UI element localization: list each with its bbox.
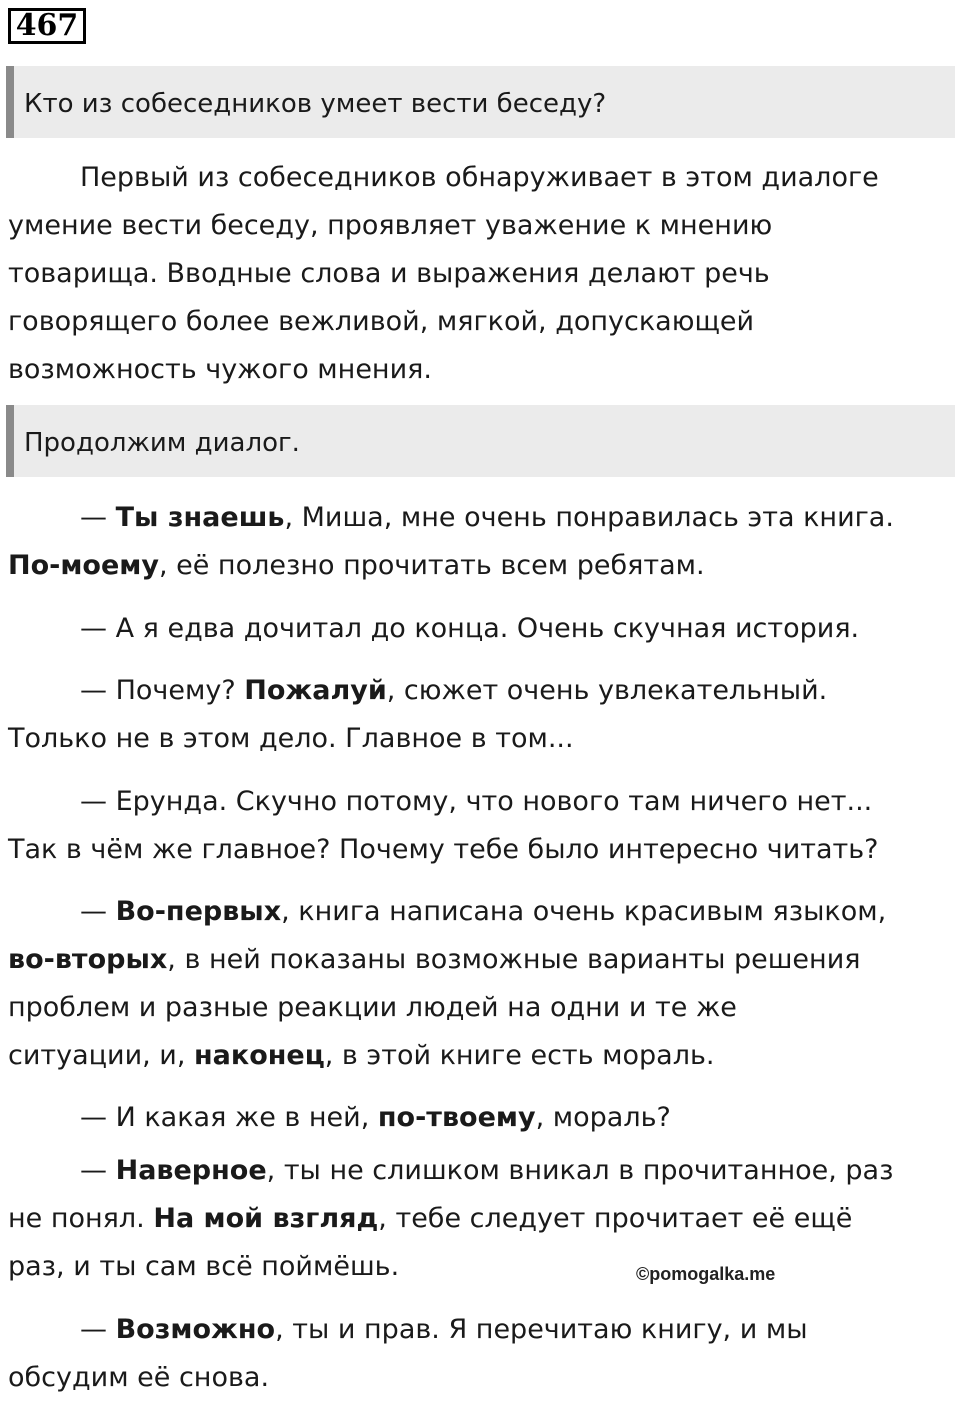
- replica-text: обсудим её снова.: [8, 1362, 270, 1393]
- replica-text: , сюжет очень увлекательный.: [386, 675, 828, 706]
- dialog-replica-7: [8, 1147, 953, 1291]
- replica-text: , её полезно прочитать всем ребятам.: [158, 550, 705, 581]
- replica-text: не понял.: [8, 1203, 154, 1234]
- dash: —: [80, 502, 116, 533]
- replica-text: проблем и разные реакции людей на одни и те же: [8, 992, 737, 1023]
- replica-text: , ты и прав. Я перечитаю книгу, и мы: [275, 1314, 808, 1345]
- dash: — Почему?: [80, 675, 245, 706]
- dash: —: [80, 896, 116, 927]
- question-heading-2: Продолжим диалог.: [6, 405, 955, 477]
- replica-text: — Ерунда. Скучно потому, что нового там ничего нет...: [80, 786, 873, 817]
- intro-word: наконец: [194, 1040, 325, 1071]
- answer-line: говорящего более вежливой, мягкой, допускающей: [8, 306, 755, 337]
- replica-text: , мораль?: [535, 1102, 671, 1133]
- watermark: ©pomogalka.me: [636, 1264, 776, 1284]
- replica-text: , в этой книге есть мораль.: [324, 1040, 715, 1071]
- replica-text: , книга написана очень красивым языком,: [281, 896, 887, 927]
- dialog-replica-8: [8, 1306, 953, 1402]
- task-number: 467: [8, 8, 86, 44]
- answer-line: возможность чужого мнения.: [8, 354, 432, 385]
- intro-word: Ты знаешь: [115, 502, 285, 533]
- replica-text: ситуации, и,: [8, 1040, 194, 1071]
- dialog-replica-6: [8, 1094, 953, 1142]
- replica-text: Так в чём же главное? Почему тебе было интересно читать?: [8, 834, 879, 865]
- dialog-replica-2: [8, 605, 953, 653]
- intro-word: По-моему: [8, 550, 159, 581]
- replica-text: Только не в этом дело. Главное в том...: [8, 723, 574, 754]
- intro-word: Возможно: [115, 1314, 276, 1345]
- intro-word: Во-первых: [115, 896, 282, 927]
- replica-text: , тебе следует прочитает её ещё: [378, 1203, 853, 1234]
- intro-word: Наверное: [115, 1155, 267, 1186]
- question-heading-1: Кто из собеседников умеет вести беседу?: [6, 66, 955, 138]
- replica-text: , Миша, мне очень понравилась эта книга.: [284, 502, 894, 533]
- intro-word: На мой взгляд: [153, 1203, 379, 1234]
- answer-line: умение вести беседу, проявляет уважение к мнению: [8, 210, 773, 241]
- dialog-replica-1: [8, 494, 953, 590]
- dialog-replica-3: [8, 667, 953, 763]
- replica-text: — А я едва дочитал до конца. Очень скучная история.: [80, 613, 860, 644]
- replica-text: , ты не слишком вникал в прочитанное, раз: [266, 1155, 894, 1186]
- answer-line: товарища. Вводные слова и выражения делают речь: [8, 258, 770, 289]
- dialog-replica-5: [8, 888, 953, 1080]
- answer-line: Первый из собеседников обнаруживает в этом диалоге: [80, 162, 879, 193]
- dash: — И какая же в ней,: [80, 1102, 378, 1133]
- replica-text: раз, и ты сам всё поймёшь.: [8, 1251, 400, 1282]
- dash: —: [80, 1155, 116, 1186]
- dialog-replica-4: [8, 778, 953, 874]
- replica-text: , в ней показаны возможные варианты решения: [167, 944, 861, 975]
- intro-word: по-твоему: [377, 1102, 536, 1133]
- answer-paragraph: [8, 154, 953, 394]
- dash: —: [80, 1314, 116, 1345]
- intro-word: во-вторых: [8, 944, 168, 975]
- intro-word: Пожалуй: [244, 675, 387, 706]
